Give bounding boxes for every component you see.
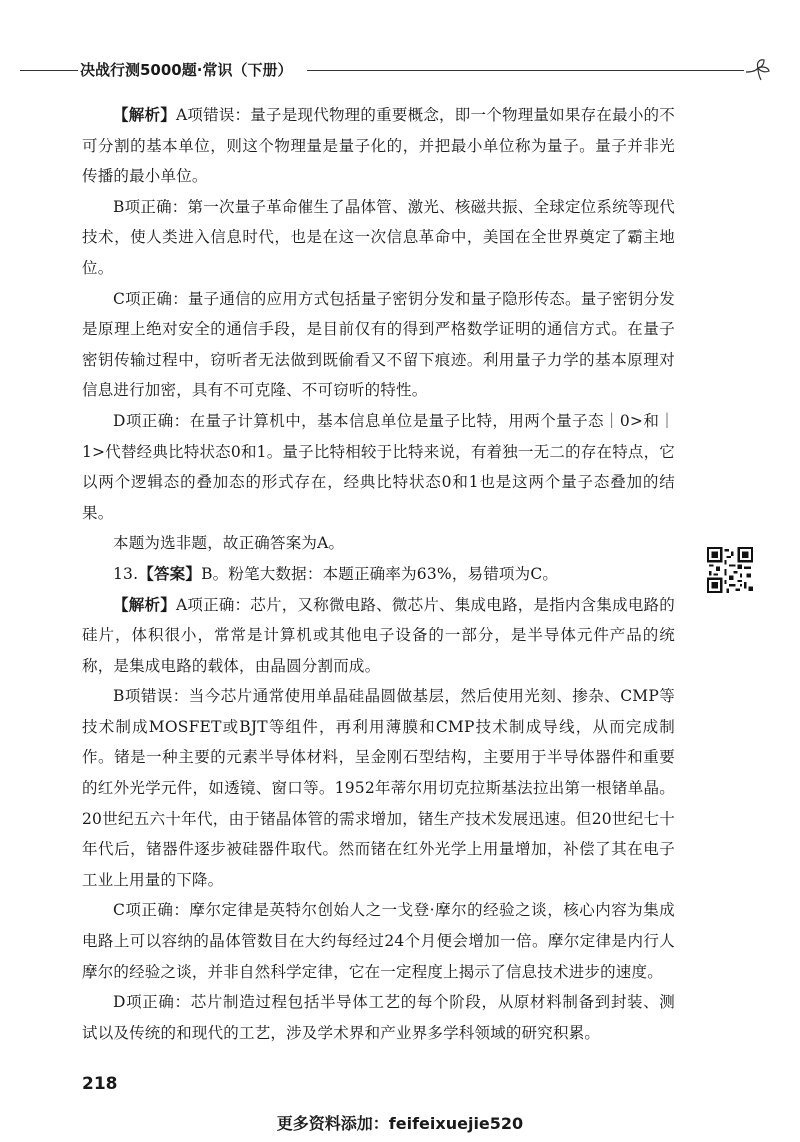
paragraph-5 (82, 528, 675, 559)
paragraph-text: B项正确：第一次量子革命催生了晶体管、激光、核磁共振、全球定位系统等现代技术，使人类进入信息时代，也是在这一次信息革命中，美国在全世界奠定了霸主地位。 (82, 197, 675, 277)
paragraph-text: B项错误：当今芯片通常使用单晶硅晶圆做基层，然后使用光刻、掺杂、CMP等技术制成MOSFET或BJT等组件，再利用薄膜和CMP技术制成导线，从而完成制作。锗是一种主要的元素半导体材料，呈金刚石型结构，主要用于半导体器件和重要的红外光学元件，如透镜、窗口等。1952年蒂尔用切克拉斯基法拉出第一根锗单晶。20世纪五六十年代，由于锗晶体管的需求增加，锗生产技术发展迅速。但20世纪七十年代后，锗器件逐步被硅器件取代。然而锗在红外光学上用量增加，补偿了其在电子工业上用量的下降。 (82, 687, 675, 889)
paragraph-text: C项正确：量子通信的应用方式包括量子密钥分发和量子隐形传态。量子密钥分发是原理上绝对安全的通信手段，是目前仅有的得到严格数学证明的通信方式。在量子密钥传输过程中，窃听者无法做到既偷看又不留下痕迹。利用量子力学的基本原理对信息进行加密，具有不可克隆、不可窃听的特性。 (82, 289, 675, 400)
page-header (20, 58, 760, 82)
page-number: 218 (82, 1074, 118, 1094)
qr-code-icon[interactable] (707, 547, 753, 593)
paragraph-text: A项正确：芯片，又称微电路、微芯片、集成电路，是指内含集成电路的硅片，体积很小，常常是计算机或其他电子设备的一部分，是半导体元件产品的统称，是集成电路的载体，由晶圆分割而成。 (82, 595, 675, 675)
header-rule-left (20, 70, 78, 71)
answer-label: 【答案】 (138, 563, 202, 583)
answer-explanations (82, 100, 675, 1048)
paragraph-2 (82, 192, 675, 284)
analysis-label: 【解析】 (113, 594, 176, 614)
paragraph-3 (82, 284, 675, 406)
question-number: 13. (113, 564, 139, 583)
paragraph-4 (82, 406, 675, 528)
book-title: 决战行测5000题·常识（下册） (80, 61, 293, 79)
paragraph-text: D项正确：在量子计算机中，基本信息单位是量子比特，用两个量子态｜0>和｜1>代替经典比特状态0和1。量子比特相较于比特来说，有着独一无二的存在特点，它以两个逻辑态的叠加态的形式存在，经典比特状态0和1也是这两个量子态叠加的结果。 (82, 411, 675, 522)
paragraph-1 (82, 100, 675, 192)
paragraph-text: D项正确：芯片制造过程包括半导体工艺的每个阶段，从原材料制备到封装、测试以及传统的和现代的工艺，涉及学术界和产业界多学科领域的研究积累。 (82, 993, 675, 1042)
paragraph-text: 本题为选非题，故正确答案为A。 (113, 534, 345, 553)
paragraph-9 (82, 895, 675, 987)
paragraph-10 (82, 987, 675, 1048)
footer-note: 更多资料添加：feifeixuejie520 (276, 1114, 524, 1133)
paragraph-text: B。粉笔大数据：本题正确率为63%，易错项为C。 (201, 564, 559, 583)
paragraph-6 (82, 559, 675, 590)
paragraph-text: C项正确：摩尔定律是英特尔创始人之一戈登·摩尔的经验之谈，核心内容为集成电路上可以容纳的晶体管数目在大约每经过24个月便会增加一倍。摩尔定律是内行人摩尔的经验之谈，并非自然科学定律，它在一定程度上揭示了信息技术进步的速度。 (82, 901, 675, 981)
header-rule-right (307, 70, 744, 71)
paragraph-8 (82, 681, 675, 895)
sprout-leaf-icon (744, 58, 772, 82)
analysis-label: 【解析】 (113, 105, 176, 124)
paragraph-text: A项错误：量子是现代物理的重要概念，即一个物理量如果存在最小的不可分割的基本单位，则这个物理量是量子化的，并把最小单位称为量子。量子并非光传播的最小单位。 (82, 106, 675, 186)
paragraph-7 (82, 590, 675, 682)
